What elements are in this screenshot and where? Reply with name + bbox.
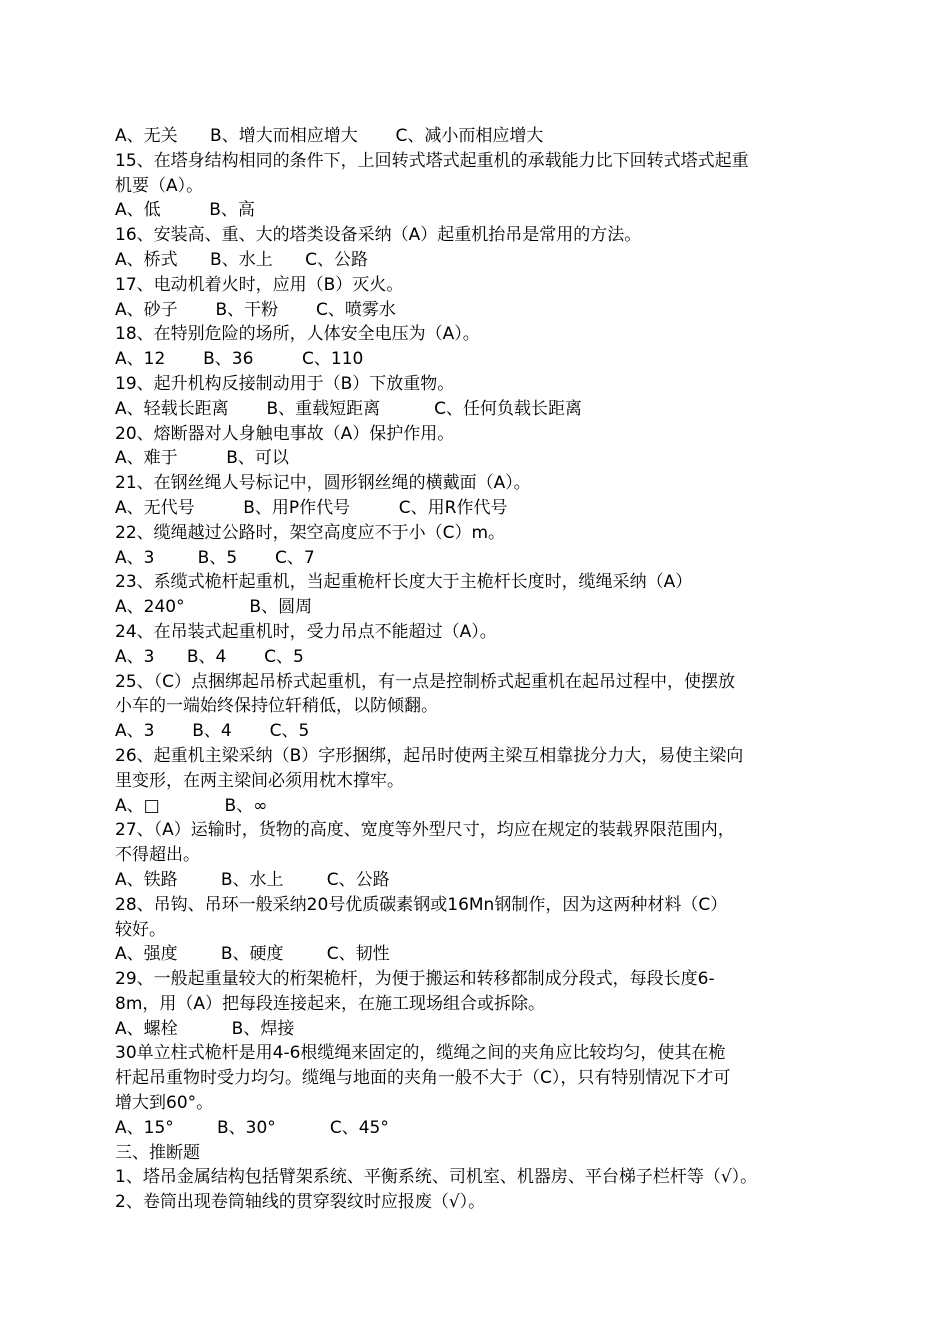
- text-line: 24、在吊装式起重机时，受力吊点不能超过（A）。: [115, 621, 497, 642]
- text-line: A、无关 B、增大而相应增大 C、减小而相应增大: [115, 126, 544, 146]
- text-line: 30单立柱式桅杆是用4-6根缆绳来固定的，缆绳之间的夹角应比较均匀，使其在桅: [115, 1043, 726, 1064]
- text-line: 较好。: [115, 919, 166, 940]
- text-line: 28、吊钩、吊环一般采纳20号优质碳素钢或16Mn钢制作，因为这两种材料（C）: [115, 894, 728, 915]
- text-line: 8m，用（A）把每段连接起来，在施工现场组合或拆除。: [115, 993, 546, 1014]
- text-line: A、3 B、5 C、7: [115, 547, 315, 568]
- text-line: 22、缆绳越过公路时，架空高度应不于小（C）m。: [115, 522, 506, 543]
- text-line: 17、电动机着火时，应用（B）灭火。: [115, 274, 404, 295]
- text-line: 18、在特别危险的场所，人体安全电压为（A）。: [115, 324, 480, 345]
- text-line: A、砂子 B、干粉 C、喷雾水: [115, 299, 396, 320]
- text-line: 29、一般起重量较大的桁架桅杆，为便于搬运和转移都制成分段式，每段长度6-: [115, 969, 715, 990]
- text-line: A、□ B、∞: [115, 795, 268, 816]
- text-line: A、无代号 B、用P作代号 C、用R作代号: [115, 497, 508, 518]
- text-line: 1、塔吊金属结构包括臂架系统、平衡系统、司机室、机器房、平台梯子栏杆等（√）。: [115, 1167, 758, 1188]
- text-line: A、铁路 B、水上 C、公路: [115, 869, 390, 890]
- text-line: 不得超出。: [115, 845, 200, 866]
- text-line: 2、卷筒出现卷筒轴线的贯穿裂纹时应报废（√）。: [115, 1192, 486, 1213]
- text-line: A、3 B、4 C、5: [115, 721, 310, 742]
- text-line: A、3 B、4 C、5: [115, 646, 304, 667]
- text-line: A、螺栓 B、焊接: [115, 1018, 295, 1039]
- text-line: A、轻载长距离 B、重载短距离 C、任何负载长距离: [115, 398, 583, 419]
- text-line: 27、（A）运输时，货物的高度、宽度等外型尺寸，均应在规定的装载界限范围内，: [115, 820, 735, 841]
- text-line: 杆起吊重物时受力均匀。缆绳与地面的夹角一般不大于（C），只有特别情况下才可: [115, 1068, 731, 1089]
- text-line: A、15° B、30° C、45°: [115, 1117, 389, 1138]
- text-line: 25、（C）点捆绑起吊桥式起重机，有一点是控制桥式起重机在起吊过程中，使摆放: [115, 671, 736, 692]
- text-line: 小车的一端始终保持位轩稍低，以防倾翻。: [115, 696, 438, 717]
- text-line: 里变形，在两主梁间必须用枕木撑牢。: [115, 770, 404, 791]
- text-line: A、强度 B、硬度 C、韧性: [115, 944, 390, 965]
- text-line: 15、在塔身结构相同的条件下，上回转式塔式起重机的承载能力比下回转式塔式起重: [115, 150, 749, 171]
- text-line: A、低 B、高: [115, 200, 255, 221]
- text-line: 机要（A）。: [115, 175, 204, 196]
- text-line: 16、安装高、重、大的塔类设备采纳（A）起重机抬吊是常用的方法。: [115, 225, 642, 246]
- text-line: 20、熔断器对人身触电事故（A）保护作用。: [115, 423, 455, 444]
- text-line: A、240° B、圆周: [115, 597, 313, 618]
- text-line: 三、推断题: [115, 1142, 200, 1163]
- text-line: 19、起升机构反接制动用于（B）下放重物。: [115, 373, 455, 394]
- text-line: 增大到60°。: [115, 1093, 214, 1114]
- text-line: A、桥式 B、水上 C、公路: [115, 249, 369, 270]
- text-line: A、12 B、36 C、110: [115, 349, 364, 370]
- text-line: 21、在钢丝绳人号标记中，圆形钢丝绳的横戴面（A）。: [115, 473, 531, 494]
- text-line: 23、系缆式桅杆起重机，当起重桅杆长度大于主桅杆长度时，缆绳采纳（A）: [115, 572, 693, 593]
- text-line: 26、起重机主梁采纳（B）字形捆绑，起吊时使两主梁互相靠拢分力大，易使主梁向: [115, 745, 744, 766]
- text-line: A、难于 B、可以: [115, 448, 289, 469]
